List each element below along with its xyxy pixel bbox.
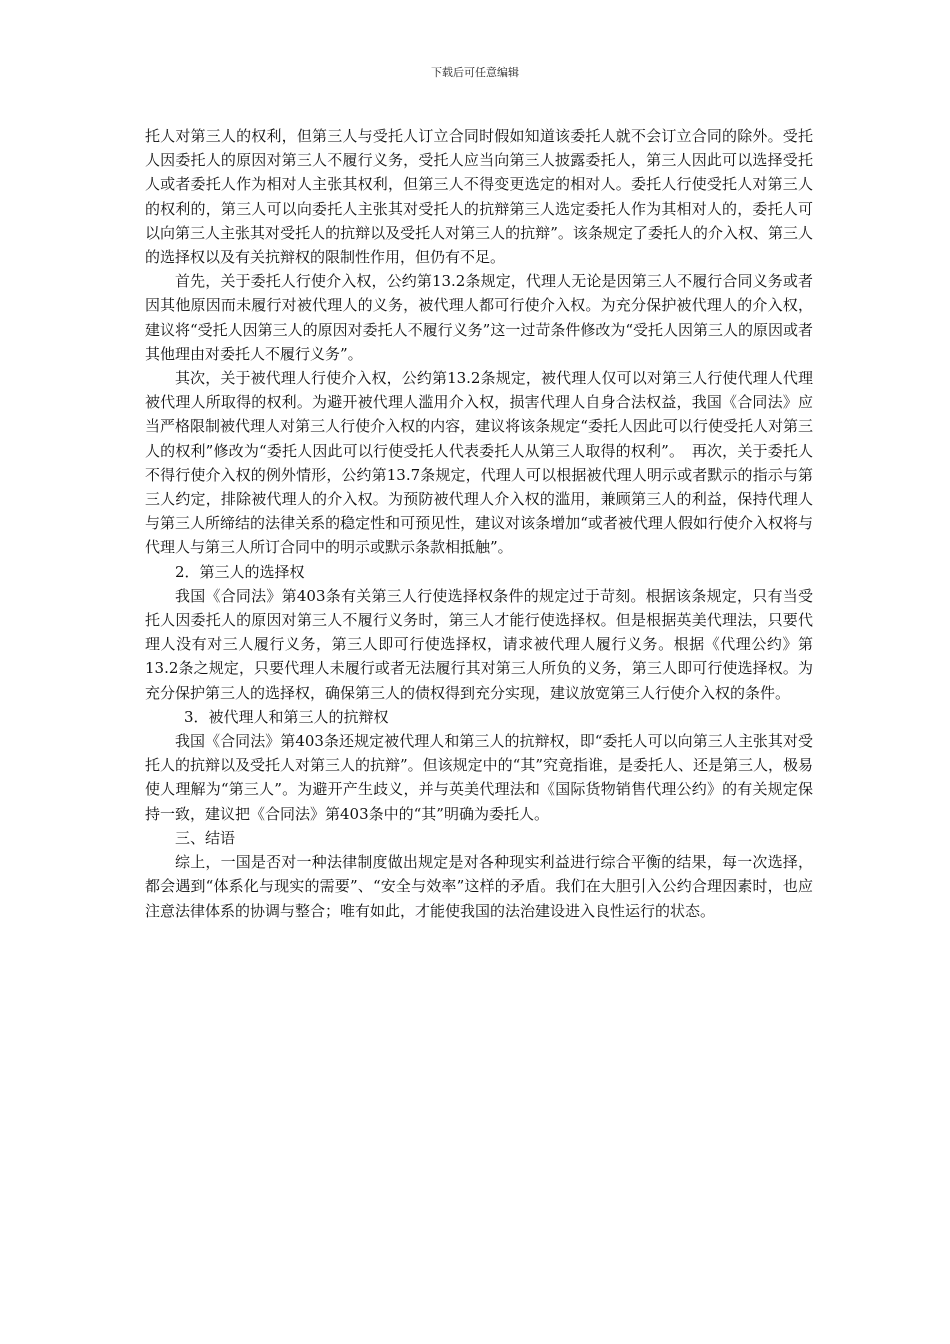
section-heading: 3．被代理人和第三人的抗辩权 bbox=[184, 707, 389, 726]
page-header: 下载后可任意编辑 bbox=[431, 66, 519, 79]
body-paragraph: 首先，关于委托人行使介入权，公约第13.2条规定，代理人无论是因第三人不履行合同义务或者因其他原因而未履行对被代理人的义务，被代理人都可行使介入权。为充分保护被代理人的介入权，建议将“受托人因第三人的原因对委托人不履行义务”这一过苛条件修改为“受托人因第三人的原因或者其他理由对委托人不履行义务”。 bbox=[145, 272, 814, 363]
section-heading: 三、结语 bbox=[175, 828, 236, 847]
body-paragraph: 其次，关于被代理人行使介入权，公约第13.2条规定，被代理人仅可以对第三人行使代理人代理被代理人所取得的权利。为避开被代理人滥用介入权，损害代理人自身合法权益，我国《合同法》应当严格限制被代理人对第三人行使介入权的内容，建议将该条规定“委托人因此可以行使受托人对第三人的权利”修改为“委托人因此可以行使受托人代表委托人从第三人取得的权利”。 再次，关于委托人不得行使介入权的例外情形，公约第13.7条规定，代理人可以根据被代理人明示或者默示的指示与第三人约定，排除被代理人的介入权。为预防被代理人介入权的滥用，兼顾第三人的利益，保持代理人与第三人所缔结的法律关系的稳定性和可预见性，建议对该条增加“或者被代理人假如行使介入权将与代理人与第三人所订合同中的明示或默示条款相抵触”。 bbox=[145, 369, 813, 557]
body-paragraph: 我国《合同法》第403条还规定被代理人和第三人的抗辩权，即“委托人可以向第三人主张其对受托人的抗辩以及受托人对第三人的抗辩”。但该规定中的“其”究竟指谁，是委托人、还是第三人，极易使人理解为“第三人”。为避开产生歧义，并与英美代理法和《国际货物销售代理公约》的有关规定保持一致，建议把《合同法》第403条中的“其”明确为委托人。 bbox=[145, 732, 814, 823]
body-paragraph: 托人对第三人的权利，但第三人与受托人订立合同时假如知道该委托人就不会订立合同的除外。受托人因委托人的原因对第三人不履行义务，受托人应当向第三人披露委托人，第三人因此可以选择受托人或者委托人作为相对人主张其权利，但第三人不得变更选定的相对人。委托人行使受托人对第三人的权利的，第三人可以向委托人主张其对受托人的抗辩第三人选定委托人作为其相对人的，委托人可以向第三人主张其对受托人的抗辩以及受托人对第三人的抗辩”。该条规定了委托人的介入权、第三人的选择权以及有关抗辩权的限制性作用，但仍有不足。 bbox=[145, 127, 813, 267]
body-paragraph: 我国《合同法》第403条有关第三人行使选择权条件的规定过于苛刻。根据该条规定，只有当受托人因委托人的原因对第三人不履行义务时，第三人才能行使选择权。但是根据英美代理法，只要代理人没有对三人履行义务，第三人即可行使选择权，请求被代理人履行义务。根据《代理公约》第13.2条之规定，只要代理人未履行或者无法履行其对第三人所负的义务，第三人即可行使选择权。为充分保护第三人的选择权，确保第三人的债权得到充分实现，建议放宽第三人行使介入权的条件。 bbox=[145, 586, 813, 702]
document-body bbox=[145, 124, 813, 923]
body-paragraph: 综上，一国是否对一种法律制度做出规定是对各种现实利益进行综合平衡的结果，每一次选择，都会遇到“体系化与现实的需要”、“安全与效率”这样的矛盾。我们在大胆引入公约合理因素时，也应注意法律体系的协调与整合；唯有如此，才能使我国的法治建设进入良性运行的状态。 bbox=[145, 853, 813, 920]
section-heading: 2．第三人的选择权 bbox=[175, 562, 305, 581]
